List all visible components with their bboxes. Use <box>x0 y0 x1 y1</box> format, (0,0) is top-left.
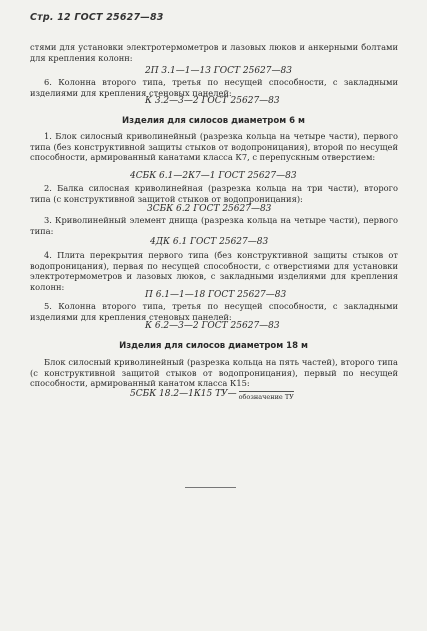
designation: П 6.1—1—18 ГОСТ 25627—83 <box>145 290 287 300</box>
designation-footnote: обозначение ТУ <box>238 393 294 401</box>
section-heading: Изделия для силосов диаметром 6 м <box>122 116 305 126</box>
paragraph: стями для установки электротермометров и лазовых люков и анкерными болтами для крепления колонн: <box>30 42 398 63</box>
paragraph: 6. Колонна второго типа, третья по несущей способности, с закладными изделиями для крепления стеновых панелей: <box>30 77 398 98</box>
designation: 2П 3.1—1—13 ГОСТ 25627—83 <box>145 66 292 76</box>
paragraph: 4. Плита перекрытия первого типа (без конструктивной защиты стыков от водопроницания), первая по несущей способности, с отверстиями для установки электротермометров и лазовых люков, с закладными изделиями для крепления колонн: <box>30 250 398 292</box>
designation: 4СБК 6.1—2К7—1 ГОСТ 25627—83 <box>130 171 297 181</box>
designation: 4ДК 6.1 ГОСТ 25627—83 <box>150 237 269 247</box>
designation: 3СБК 6.2 ГОСТ 25627—83 <box>147 204 272 214</box>
designation: К 3.2—3—2 ГОСТ 25627—83 <box>145 96 280 106</box>
section-heading: Изделия для силосов диаметром 18 м <box>119 341 308 351</box>
designation <box>130 389 294 401</box>
designation: К 6.2—3—2 ГОСТ 25627—83 <box>145 321 280 331</box>
paragraph: 2. Балка силосная криволинейная (разрезка кольца на три части), второго типа (с конструктивной защитой стыков от водопроницания): <box>30 183 398 204</box>
paragraph: 5. Колонна второго типа, третья по несущей способности, с закладными изделиями для крепления стеновых панелей: <box>30 301 398 322</box>
paragraph: 1. Блок силосный криволинейный (разрезка кольца на четыре части), первого типа (без конструктивной защиты стыков от водопроницания), второй по несущей способности, армированный канатами класса К7, с перепускным отверстием: <box>30 131 398 162</box>
paragraph: Блок силосный криволинейный (разрезка кольца на пять частей), второго типа (с конструктивной защитой стыков от водопроницания), первый по несущей способности, армированный канатом класса К15: <box>30 357 398 388</box>
page-header: Стр. 12 ГОСТ 25627—83 <box>30 12 164 23</box>
paragraph: 3. Криволинейный элемент днища (разрезка кольца на четыре части), первого типа: <box>30 215 398 236</box>
end-rule <box>185 487 236 488</box>
designation-text: 5СБК 18.2—1К15 ТУ— <box>130 389 237 399</box>
